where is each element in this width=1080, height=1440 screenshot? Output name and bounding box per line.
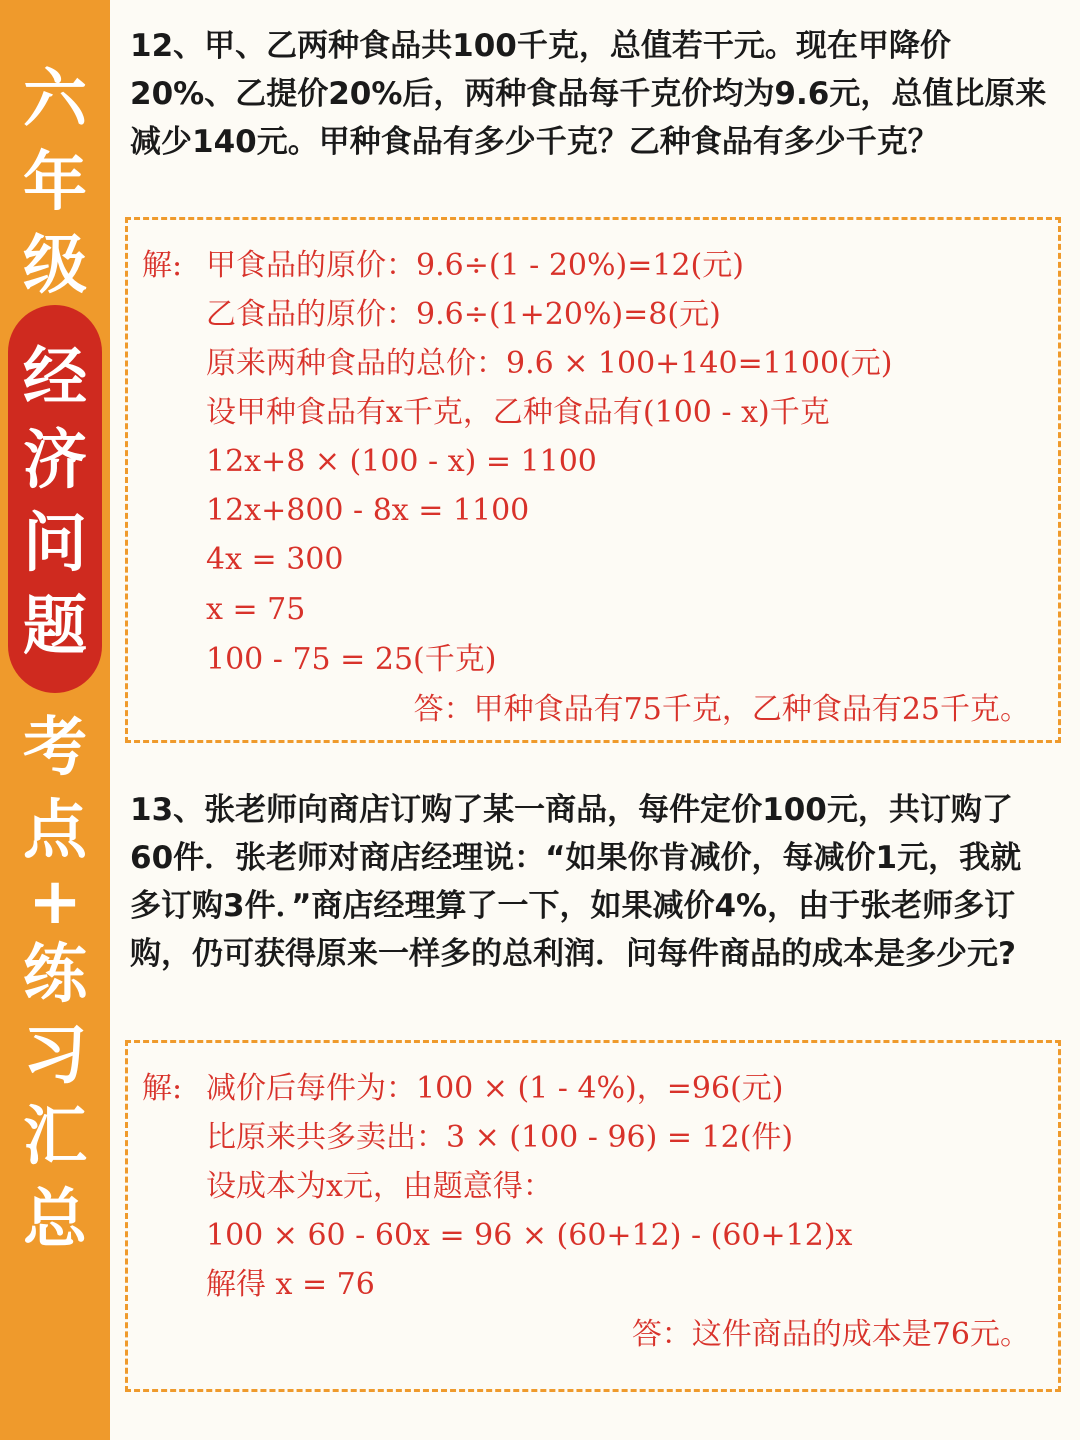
solution-line: 100 - 75 = 25(千克) (206, 642, 497, 677)
problem-12-solution-box (125, 217, 1061, 743)
solution-line: x = 75 (206, 592, 306, 627)
final-answer: 答：这件商品的成本是76元。 (631, 1317, 1030, 1352)
solution-label: 解: (142, 1071, 183, 1106)
solution-label: 解: (142, 248, 183, 283)
sidebar-char: 习 (23, 1019, 87, 1093)
sidebar-char: 经 (23, 341, 87, 415)
sidebar-char: 济 (23, 424, 87, 498)
problem-13-solution-box (125, 1040, 1061, 1392)
solution-line: 设甲种食品有x千克，乙种食品有(100 - x)千克 (206, 395, 830, 430)
sidebar-char: 年 (23, 146, 87, 220)
sidebar-char: 练 (23, 938, 87, 1012)
sidebar-char: + (28, 865, 82, 939)
solution-line: 甲食品的原价：9.6÷(1 - 20%)=12(元) (206, 248, 744, 283)
sidebar-banner (0, 0, 110, 1440)
sidebar-char: 级 (23, 229, 87, 303)
solution-line: 12x+800 - 8x = 1100 (206, 493, 530, 528)
final-answer: 答：甲种食品有75千克，乙种食品有25千克。 (413, 692, 1030, 727)
sidebar-char: 问 (23, 507, 87, 581)
solution-line: 100 × 60 - 60x = 96 × (60+12) - (60+12)x (206, 1218, 853, 1253)
solution-line: 设成本为x元，由题意得： (206, 1169, 553, 1204)
solution-line: 原来两种食品的总价：9.6 × 100+140=1100(元) (206, 346, 893, 381)
solution-line: 12x+8 × (100 - x) = 1100 (206, 444, 597, 479)
solution-line: 解得 x = 76 (206, 1267, 375, 1302)
sidebar-char: 汇 (23, 1100, 87, 1174)
sidebar-char: 总 (23, 1183, 87, 1257)
solution-line: 乙食品的原价：9.6÷(1+20%)=8(元) (206, 297, 721, 332)
problem-13-question: 13、张老师向商店订购了某一商品，每件定价100元，共订购了60件．张老师对商店经理说：“如果你肯减价，每减价1元，我就多订购3件．”商店经理算了一下，如果减价4%，由于张老师多订购，仍可获得原来一样多的总利润．问每件商品的成本是多少元? (130, 792, 1022, 972)
problem-12-question: 12、甲、乙两种食品共100千克，总值若干元。现在甲降价20%、乙提价20%后，两种食品每千克价均为9.6元，总值比原来减少140元。甲种食品有多少千克？乙种食品有多少千克？ (130, 28, 1047, 160)
solution-line: 比原来共多卖出：3 × (100 - 96) = 12(件) (206, 1120, 794, 1155)
sidebar-char: 题 (23, 590, 87, 664)
sidebar-char: 点 (23, 794, 87, 868)
sidebar-char: 六 (23, 63, 87, 137)
sidebar-char: 考 (23, 711, 87, 785)
solution-line: 减价后每件为：100 × (1 - 4%)，=96(元) (206, 1071, 784, 1106)
solution-line: 4x = 300 (206, 542, 344, 577)
